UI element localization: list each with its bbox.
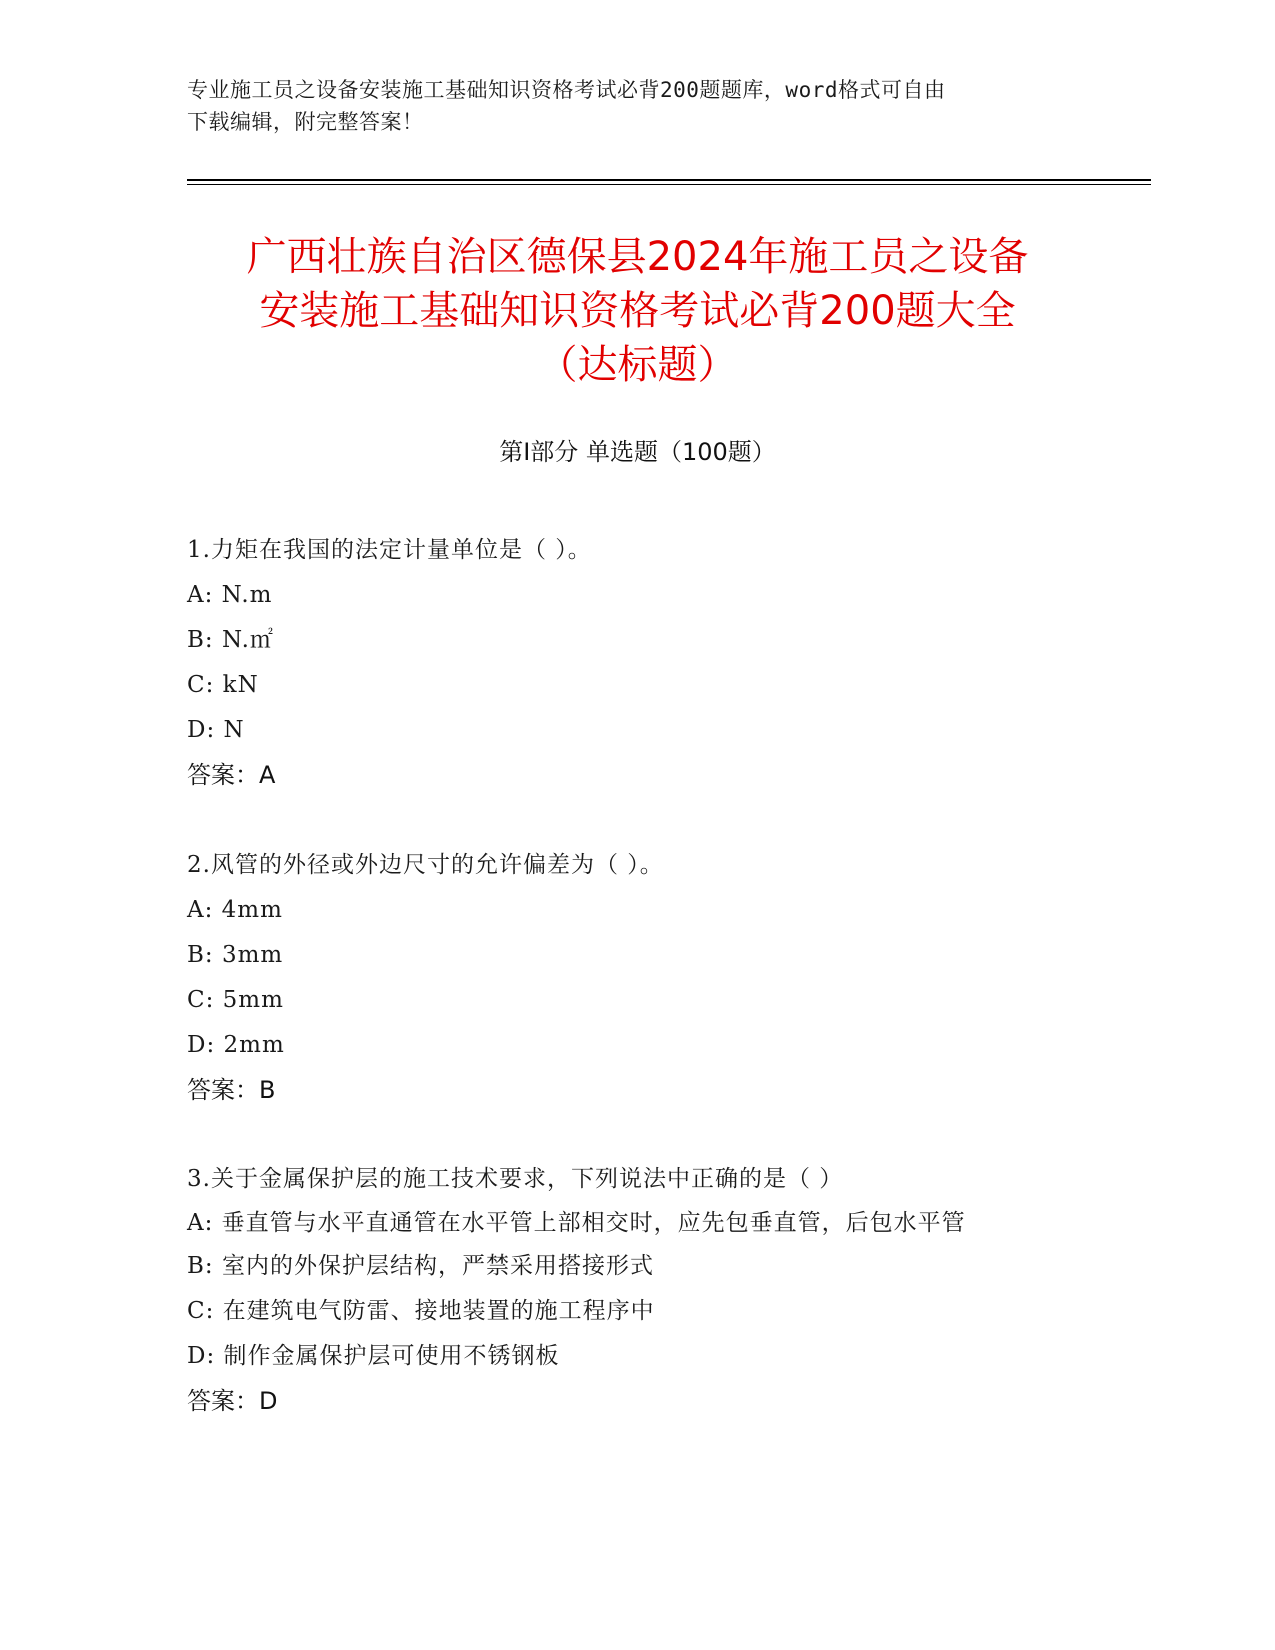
option-d: D: 2mm	[187, 1032, 285, 1058]
answer: 答案：A	[187, 761, 276, 789]
answer: 答案：D	[187, 1387, 278, 1415]
option-a: A: 垂直管与水平直通管在水平管上部相交时，应先包垂直管，后包水平管	[187, 1210, 966, 1236]
question-3	[187, 1157, 1087, 1424]
question-stem: 2.风管的外径或外边尺寸的允许偏差为（ ）。	[187, 852, 664, 878]
document-title	[150, 230, 1125, 392]
question-list	[187, 528, 1087, 1424]
question-2	[187, 843, 1087, 1113]
option-a: A: 4mm	[187, 897, 283, 923]
question-stem: 1.力矩在我国的法定计量单位是（ ）。	[187, 537, 592, 563]
answer: 答案：B	[187, 1076, 276, 1104]
section-heading: 第I部分 单选题（100题）	[499, 438, 776, 466]
option-a: A: N.m	[187, 582, 273, 608]
question-1	[187, 528, 1087, 798]
title-line-3: （达标题）	[537, 342, 738, 388]
option-b: B: N.㎡	[187, 627, 274, 653]
option-d: D: N	[187, 717, 245, 743]
option-b: B: 3mm	[187, 942, 284, 968]
question-spacer	[187, 1113, 1087, 1157]
option-b: B: 室内的外保护层结构，严禁采用搭接形式	[187, 1253, 654, 1279]
header-divider-thin	[187, 184, 1151, 185]
option-c: C: 在建筑电气防雷、接地装置的施工程序中	[187, 1298, 655, 1324]
option-c: C: kN	[187, 672, 259, 698]
header-note	[187, 74, 1087, 138]
question-spacer	[187, 798, 1087, 843]
title-line-2: 安装施工基础知识资格考试必背200题大全	[259, 288, 1016, 334]
question-stem: 3.关于金属保护层的施工技术要求，下列说法中正确的是（ ）	[187, 1166, 844, 1192]
header-note-line-2: 下载编辑，附完整答案！	[187, 110, 424, 134]
option-d: D: 制作金属保护层可使用不锈钢板	[187, 1343, 560, 1369]
header-note-line-1: 专业施工员之设备安装施工基础知识资格考试必背200题题库，word格式可自由	[187, 78, 946, 102]
header-divider-thick	[187, 179, 1151, 181]
option-c: C: 5mm	[187, 987, 284, 1013]
title-line-1: 广西壮族自治区德保县2024年施工员之设备	[246, 234, 1029, 280]
